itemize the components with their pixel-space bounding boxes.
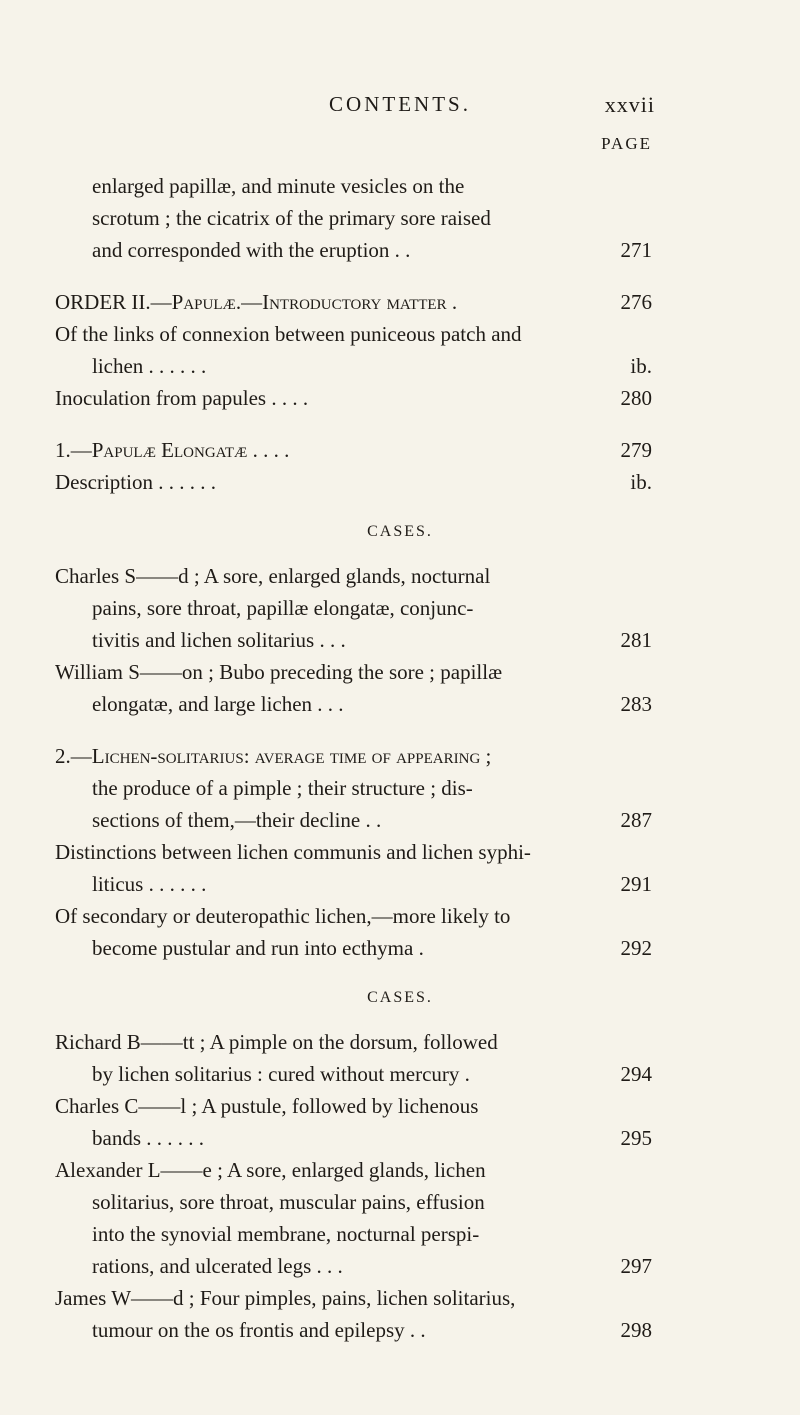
- contents-entry-line: [0, 740, 800, 772]
- entry-page-number: 279: [620, 438, 652, 462]
- contents-entry-line: [0, 286, 800, 318]
- entry-text: rations, and ulcerated legs . . .: [92, 1254, 343, 1278]
- entry-page-number: 294: [620, 1062, 652, 1086]
- entry-text: Charles C——l ; A pustule, followed by lichenous: [55, 1094, 479, 1118]
- entry-page-number: 295: [620, 1126, 652, 1150]
- page-column-label: PAGE: [601, 134, 652, 153]
- section-heading-cases: CASES.: [367, 523, 433, 540]
- entry-text: the produce of a pimple ; their structure ; dis-: [92, 776, 473, 800]
- contents-entry-line: [0, 170, 800, 202]
- entry-page-number: 271: [620, 238, 652, 262]
- contents-entry-line: [0, 772, 800, 804]
- running-title: CONTENTS.: [329, 92, 471, 116]
- entry-text: Alexander L——e ; A sore, enlarged glands, lichen: [55, 1158, 486, 1182]
- entry-page-number: 297: [620, 1254, 652, 1278]
- contents-entry-line: [0, 1154, 800, 1186]
- entry-text: Richard B——tt ; A pimple on the dorsum, followed: [55, 1030, 498, 1054]
- entry-page-number: 283: [620, 692, 652, 716]
- entry-page-number: 276: [620, 290, 652, 314]
- entry-text: sections of them,—their decline . .: [92, 808, 382, 832]
- contents-entry-line: [0, 1186, 800, 1218]
- entry-page-number: 280: [620, 386, 652, 410]
- entry-gap: [0, 414, 800, 434]
- entry-text: Of secondary or deuteropathic lichen,—more likely to: [55, 904, 511, 928]
- section-heading-cases: CASES.: [367, 989, 433, 1006]
- page-number: xxvii: [604, 92, 655, 117]
- entry-text: elongatæ, and large lichen . . .: [92, 692, 344, 716]
- contents-entry-line: [0, 1250, 800, 1282]
- contents-entry-line: [0, 1218, 800, 1250]
- contents-entry-line: [0, 836, 800, 868]
- contents-entry-line: [0, 466, 800, 498]
- contents-entry-line: [0, 804, 800, 836]
- entry-page-number: 291: [620, 872, 652, 896]
- entry-text: ORDER II.—Papulæ.—Introductory matter .: [55, 290, 458, 314]
- contents-entry-line: [0, 202, 800, 234]
- contents-entry-line: [0, 1026, 800, 1058]
- contents-entry-line: [0, 1090, 800, 1122]
- entry-text: 1.—Papulæ Elongatæ . . . .: [55, 438, 290, 462]
- entry-text: Description . . . . . .: [55, 470, 216, 494]
- entry-page-number: 287: [620, 808, 652, 832]
- contents-entry-line: [0, 1314, 800, 1346]
- contents-entry-line: [0, 350, 800, 382]
- entry-text: Distinctions between lichen communis and lichen syphi-: [55, 840, 531, 864]
- entry-page-number: 298: [620, 1318, 652, 1342]
- entry-text: into the synovial membrane, nocturnal perspi-: [92, 1222, 480, 1246]
- contents-entry-line: [0, 932, 800, 964]
- contents-entry-line: [0, 688, 800, 720]
- entry-text: by lichen solitarius : cured without mercury .: [92, 1062, 470, 1086]
- contents-entry-line: [0, 1122, 800, 1154]
- entry-page-number: 292: [620, 936, 652, 960]
- contents-entry-line: [0, 900, 800, 932]
- contents-entry-line: [0, 1058, 800, 1090]
- entry-page-number: ib.: [630, 470, 652, 494]
- contents-list: [0, 170, 800, 1346]
- entry-gap: [0, 266, 800, 286]
- entry-text: 2.—Lichen-solitarius: average time of appearing ;: [55, 744, 492, 768]
- contents-entry-line: [0, 656, 800, 688]
- entry-text: bands . . . . . .: [92, 1126, 204, 1150]
- entry-text: and corresponded with the eruption . .: [92, 238, 411, 262]
- entry-text: liticus . . . . . .: [92, 872, 207, 896]
- entry-page-number: 281: [620, 628, 652, 652]
- contents-entry-line: [0, 382, 800, 414]
- entry-text: tivitis and lichen solitarius . . .: [92, 628, 346, 652]
- entry-text: William S——on ; Bubo preceding the sore ; papillæ: [55, 660, 503, 684]
- entry-text: Charles S——d ; A sore, enlarged glands, nocturnal: [55, 564, 491, 588]
- entry-text: pains, sore throat, papillæ elongatæ, conjunc-: [92, 596, 474, 620]
- contents-entry-line: [0, 868, 800, 900]
- entry-page-number: ib.: [630, 354, 652, 378]
- contents-entry-line: [0, 560, 800, 592]
- entry-text: become pustular and run into ecthyma .: [92, 936, 424, 960]
- entry-text: tumour on the os frontis and epilepsy . .: [92, 1318, 426, 1342]
- contents-entry-line: [0, 624, 800, 656]
- entry-text: enlarged papillæ, and minute vesicles on the: [92, 174, 465, 198]
- entry-text: James W——d ; Four pimples, pains, lichen solitarius,: [55, 1286, 516, 1310]
- contents-entry-line: [0, 434, 800, 466]
- contents-entry-line: [0, 234, 800, 266]
- running-header: [0, 92, 800, 122]
- entry-text: Of the links of connexion between puniceous patch and: [55, 322, 522, 346]
- entry-text: solitarius, sore throat, muscular pains, effusion: [92, 1190, 485, 1214]
- entry-text: Inoculation from papules . . . .: [55, 386, 309, 410]
- entry-text: lichen . . . . . .: [92, 354, 207, 378]
- contents-entry-line: [0, 592, 800, 624]
- contents-entry-line: [0, 318, 800, 350]
- entry-gap: [0, 720, 800, 740]
- contents-entry-line: [0, 1282, 800, 1314]
- entry-text: scrotum ; the cicatrix of the primary sore raised: [92, 206, 491, 230]
